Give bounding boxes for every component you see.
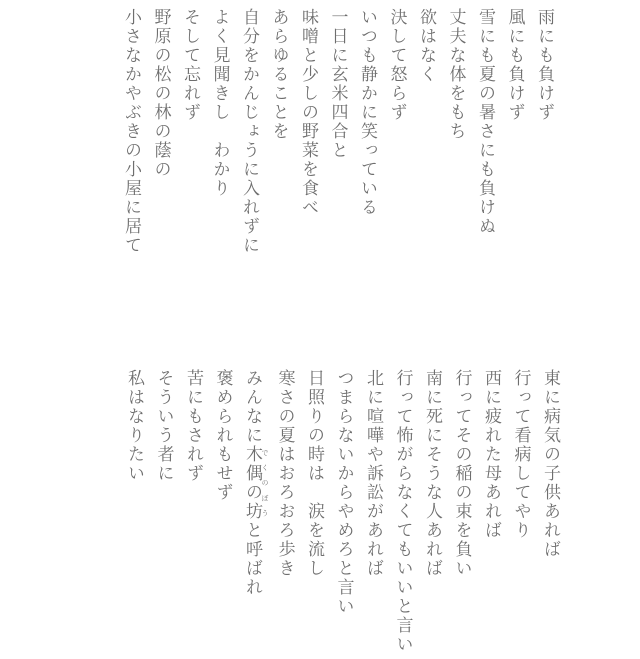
- poem-line: よく見聞きし わかり: [209, 8, 230, 198]
- poem-line: つまらないからやめろと言い: [333, 369, 354, 616]
- poem-line: 北に喧嘩や訴訟があれば: [363, 369, 383, 578]
- poem-line-with-ruby: [237, 369, 270, 659]
- ruby-reading: でくのぼう: [261, 445, 269, 521]
- poem-line: 小さなかやぶきの小屋に居て: [121, 8, 141, 255]
- poem-line: そういう者に: [153, 369, 174, 483]
- poem-stanza-bottom: [119, 369, 565, 659]
- poem-line: 丈夫な体をもち: [445, 8, 466, 141]
- poem-line: 自分をかんじょうに入れずに: [239, 8, 259, 255]
- poem-line: 西に疲れた母あれば: [481, 369, 501, 540]
- poem-line-suffix: と呼ばれ: [242, 521, 262, 597]
- poem-line-prefix: みんなに: [242, 369, 262, 445]
- poem-line: あらゆることを: [268, 8, 289, 141]
- ruby-annotation: [242, 445, 269, 521]
- poem-line: 味噌と少しの野菜を食べ: [298, 8, 318, 217]
- poem-line: 雨にも負けず: [534, 8, 554, 122]
- poem-line: 寒さの夏はおろおろ歩き: [274, 369, 295, 578]
- poem-line: 苦にもされず: [183, 369, 203, 483]
- poem-line: 行って看病してやり: [510, 369, 531, 540]
- poem-line: 欲はなく: [416, 8, 436, 84]
- poem-line: 日照りの時は 涙を流し: [304, 369, 324, 578]
- poem-line: 野原の松の林の蔭の: [150, 8, 171, 179]
- poem-line: 行って怖がらなくてもいいと言い: [392, 369, 413, 654]
- poem-line: 決して怒らず: [386, 8, 407, 122]
- poem-line: 褒められもせず: [212, 369, 233, 502]
- poem-line: 雪にも夏の暑さにも負けぬ: [475, 8, 495, 236]
- poem-line: 行ってその稲の束を負い: [451, 369, 472, 578]
- poem-line: いつも静かに笑っている: [357, 8, 377, 217]
- poem-line: 南に死にそうな人あれば: [422, 369, 442, 578]
- poem-stanza-top: [116, 8, 559, 328]
- ruby-base: 木偶の坊: [242, 445, 262, 521]
- poem-line: 東に病気の子供あれば: [540, 369, 560, 559]
- poem-line: 私はなりたい: [124, 369, 144, 483]
- poem-line: 風にも負けず: [504, 8, 525, 122]
- poem-line: 一日に玄米四合と: [327, 8, 348, 160]
- poem-line: そして忘れず: [180, 8, 200, 122]
